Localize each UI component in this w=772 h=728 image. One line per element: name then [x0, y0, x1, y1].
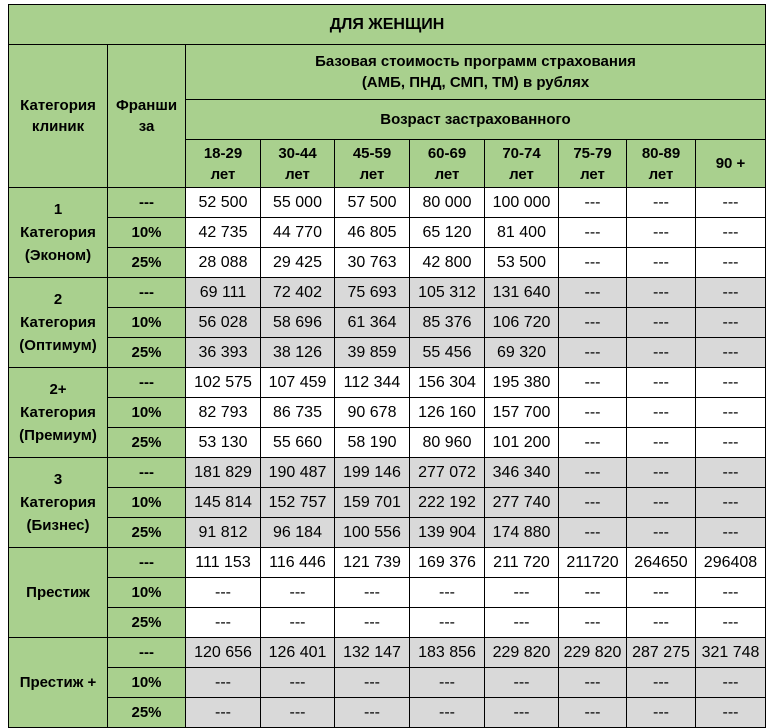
price-cell: 90 678: [335, 398, 410, 428]
price-cell: ---: [696, 278, 766, 308]
price-cell: ---: [559, 338, 627, 368]
price-cell: 100 000: [485, 188, 559, 218]
age-column-header-line: лет: [359, 165, 385, 183]
franchise-header: [108, 45, 186, 188]
franchise-cell: 10%: [108, 398, 186, 428]
price-cell: ---: [627, 338, 696, 368]
table-row: [9, 248, 766, 278]
category-cell: [9, 548, 108, 638]
price-cell: ---: [335, 668, 410, 698]
price-table: [8, 4, 766, 728]
franchise-cell: 10%: [108, 218, 186, 248]
table-row: [9, 668, 766, 698]
price-cell: 112 344: [335, 368, 410, 398]
age-column-header-line: лет: [210, 165, 236, 183]
price-cell: ---: [186, 668, 261, 698]
franchise-cell: 10%: [108, 488, 186, 518]
base-cost-header-line1: Базовая стоимость программ страхования: [315, 53, 636, 70]
price-cell: 169 376: [410, 548, 485, 578]
price-cell: ---: [485, 608, 559, 638]
price-cell: 53 500: [485, 248, 559, 278]
price-cell: 28 088: [186, 248, 261, 278]
age-column-header-line: 18-29: [203, 144, 243, 162]
price-cell: ---: [696, 698, 766, 728]
table-row: [9, 608, 766, 638]
price-cell: 53 130: [186, 428, 261, 458]
age-column-header: [261, 140, 335, 188]
price-cell: ---: [627, 608, 696, 638]
price-cell: 277 072: [410, 458, 485, 488]
base-cost-header: [186, 45, 766, 100]
price-cell: ---: [485, 578, 559, 608]
price-cell: ---: [186, 608, 261, 638]
table-row: [9, 218, 766, 248]
price-cell: ---: [627, 518, 696, 548]
price-cell: ---: [186, 578, 261, 608]
price-cell: 107 459: [261, 368, 335, 398]
franchise-cell: 10%: [108, 578, 186, 608]
price-cell: 106 720: [485, 308, 559, 338]
price-cell: ---: [696, 488, 766, 518]
table-row: [9, 308, 766, 338]
price-cell: 102 575: [186, 368, 261, 398]
price-cell: 30 763: [335, 248, 410, 278]
price-cell: ---: [627, 368, 696, 398]
price-cell: ---: [627, 248, 696, 278]
price-cell: 65 120: [410, 218, 485, 248]
price-cell: 82 793: [186, 398, 261, 428]
age-column-header: [335, 140, 410, 188]
price-cell: 44 770: [261, 218, 335, 248]
price-cell: 287 275: [627, 638, 696, 668]
category-label-line: (Оптимум): [19, 337, 97, 354]
price-cell: 277 740: [485, 488, 559, 518]
franchise-header-line1: Франши: [115, 97, 178, 114]
category-label-line: (Премиум): [19, 427, 97, 444]
category-label-line: 1: [53, 201, 63, 218]
table-row: [9, 188, 766, 218]
price-cell: ---: [485, 668, 559, 698]
franchise-cell: 25%: [108, 248, 186, 278]
franchise-cell: ---: [108, 278, 186, 308]
price-cell: ---: [559, 668, 627, 698]
price-cell: ---: [696, 248, 766, 278]
price-cell: 199 146: [335, 458, 410, 488]
franchise-cell: 25%: [108, 608, 186, 638]
price-cell: ---: [261, 698, 335, 728]
franchise-cell: 25%: [108, 698, 186, 728]
category-label-line: Категория: [20, 314, 96, 331]
price-cell: ---: [696, 428, 766, 458]
price-cell: 86 735: [261, 398, 335, 428]
table-row: [9, 578, 766, 608]
price-cell: 81 400: [485, 218, 559, 248]
table-row: [9, 518, 766, 548]
age-header: Возраст застрахованного: [186, 100, 766, 140]
price-cell: ---: [627, 188, 696, 218]
price-cell: ---: [627, 218, 696, 248]
price-cell: ---: [627, 698, 696, 728]
price-cell: ---: [696, 668, 766, 698]
category-label-line: Категория: [20, 494, 96, 511]
category-label-line: (Эконом): [24, 247, 92, 264]
franchise-cell: 25%: [108, 518, 186, 548]
price-cell: 80 000: [410, 188, 485, 218]
price-cell: ---: [696, 398, 766, 428]
price-cell: ---: [261, 608, 335, 638]
age-column-header-line: 60-69: [427, 144, 467, 162]
price-cell: ---: [696, 518, 766, 548]
price-cell: 72 402: [261, 278, 335, 308]
franchise-cell: ---: [108, 458, 186, 488]
price-cell: 296408: [696, 548, 766, 578]
price-cell: 85 376: [410, 308, 485, 338]
price-cell: 55 456: [410, 338, 485, 368]
age-column-header-line: 80-89: [641, 144, 681, 162]
price-cell: 181 829: [186, 458, 261, 488]
price-cell: 55 660: [261, 428, 335, 458]
table-row: [9, 548, 766, 578]
price-cell: ---: [559, 188, 627, 218]
price-cell: 156 304: [410, 368, 485, 398]
base-cost-header-line2: (АМБ, ПНД, СМП, ТМ) в рублях: [361, 74, 590, 91]
price-cell: 61 364: [335, 308, 410, 338]
price-cell: 264650: [627, 548, 696, 578]
table-row: [9, 428, 766, 458]
table-row: [9, 278, 766, 308]
price-cell: ---: [335, 698, 410, 728]
age-column-header: [559, 140, 627, 188]
price-cell: 195 380: [485, 368, 559, 398]
price-cell: 174 880: [485, 518, 559, 548]
price-cell: 346 340: [485, 458, 559, 488]
price-cell: 52 500: [186, 188, 261, 218]
price-cell: 139 904: [410, 518, 485, 548]
price-cell: ---: [627, 428, 696, 458]
franchise-cell: ---: [108, 548, 186, 578]
price-cell: 58 190: [335, 428, 410, 458]
price-cell: ---: [559, 608, 627, 638]
price-cell: 159 701: [335, 488, 410, 518]
price-cell: ---: [696, 608, 766, 638]
age-column-header: [186, 140, 261, 188]
category-cell: [9, 368, 108, 458]
price-cell: 229 820: [559, 638, 627, 668]
price-cell: ---: [410, 668, 485, 698]
price-cell: ---: [410, 608, 485, 638]
price-cell: 69 320: [485, 338, 559, 368]
price-cell: 39 859: [335, 338, 410, 368]
age-column-header-line: лет: [285, 165, 310, 183]
table-row: [9, 368, 766, 398]
price-cell: ---: [410, 578, 485, 608]
price-cell: 75 693: [335, 278, 410, 308]
price-cell: ---: [627, 668, 696, 698]
price-cell: 321 748: [696, 638, 766, 668]
price-cell: ---: [261, 578, 335, 608]
price-cell: 211720: [559, 548, 627, 578]
price-cell: 111 153: [186, 548, 261, 578]
category-label-line: 2+: [49, 381, 67, 398]
price-cell: 36 393: [186, 338, 261, 368]
franchise-header-line2: за: [138, 118, 155, 135]
age-column-header: [485, 140, 559, 188]
category-cell: [9, 188, 108, 278]
franchise-cell: ---: [108, 368, 186, 398]
price-cell: ---: [696, 458, 766, 488]
price-cell: 105 312: [410, 278, 485, 308]
age-column-header-line: лет: [580, 165, 605, 183]
price-cell: 80 960: [410, 428, 485, 458]
price-cell: 29 425: [261, 248, 335, 278]
price-cell: ---: [627, 398, 696, 428]
category-label-line: 2: [53, 291, 63, 308]
age-column-header: [627, 140, 696, 188]
category-cell: [9, 458, 108, 548]
price-cell: 183 856: [410, 638, 485, 668]
price-cell: 126 160: [410, 398, 485, 428]
price-cell: ---: [627, 278, 696, 308]
age-column-header: [696, 140, 766, 188]
price-cell: 100 556: [335, 518, 410, 548]
age-column-header-line: лет: [509, 165, 534, 183]
franchise-cell: 10%: [108, 668, 186, 698]
price-cell: 211 720: [485, 548, 559, 578]
price-cell: 57 500: [335, 188, 410, 218]
price-cell: ---: [559, 308, 627, 338]
price-cell: ---: [559, 518, 627, 548]
age-column-header-line: лет: [648, 165, 674, 183]
table-title: ДЛЯ ЖЕНЩИН: [9, 5, 766, 45]
price-cell: ---: [559, 368, 627, 398]
price-cell: ---: [627, 308, 696, 338]
price-cell: 229 820: [485, 638, 559, 668]
price-cell: ---: [559, 278, 627, 308]
price-cell: ---: [485, 698, 559, 728]
table-row: [9, 638, 766, 668]
price-cell: 46 805: [335, 218, 410, 248]
table-row: [9, 398, 766, 428]
price-cell: ---: [559, 218, 627, 248]
price-cell: ---: [627, 488, 696, 518]
price-cell: 157 700: [485, 398, 559, 428]
price-cell: ---: [559, 428, 627, 458]
table-row: [9, 458, 766, 488]
price-cell: 120 656: [186, 638, 261, 668]
price-cell: ---: [261, 668, 335, 698]
category-cell: [9, 638, 108, 728]
price-cell: ---: [696, 338, 766, 368]
category-label-line: Категория: [20, 404, 96, 421]
category-label-line: Категория: [20, 224, 96, 241]
franchise-cell: 25%: [108, 428, 186, 458]
price-cell: 42 735: [186, 218, 261, 248]
age-column-header-line: 90 +: [715, 155, 746, 172]
age-column-header: [410, 140, 485, 188]
price-cell: 116 446: [261, 548, 335, 578]
price-cell: 190 487: [261, 458, 335, 488]
price-cell: 152 757: [261, 488, 335, 518]
price-cell: ---: [559, 488, 627, 518]
price-cell: 58 696: [261, 308, 335, 338]
price-cell: 55 000: [261, 188, 335, 218]
price-cell: ---: [627, 458, 696, 488]
price-cell: 132 147: [335, 638, 410, 668]
age-column-header-line: 75-79: [573, 144, 612, 162]
franchise-cell: 10%: [108, 308, 186, 338]
age-column-header-line: 70-74: [502, 144, 541, 162]
price-cell: 126 401: [261, 638, 335, 668]
price-cell: ---: [696, 188, 766, 218]
franchise-cell: ---: [108, 638, 186, 668]
table-row: [9, 338, 766, 368]
price-cell: ---: [696, 368, 766, 398]
category-cell: [9, 278, 108, 368]
price-cell: 222 192: [410, 488, 485, 518]
price-cell: ---: [186, 698, 261, 728]
price-cell: 131 640: [485, 278, 559, 308]
price-cell: 145 814: [186, 488, 261, 518]
category-label-line: (Бизнес): [26, 517, 90, 534]
price-cell: ---: [696, 578, 766, 608]
price-cell: ---: [335, 578, 410, 608]
price-cell: ---: [696, 218, 766, 248]
table-row: [9, 488, 766, 518]
price-cell: 91 812: [186, 518, 261, 548]
price-cell: ---: [627, 578, 696, 608]
price-cell: 96 184: [261, 518, 335, 548]
table-row: [9, 698, 766, 728]
age-column-header-line: лет: [434, 165, 460, 183]
category-label-line: Престиж: [26, 584, 90, 601]
price-cell: ---: [559, 578, 627, 608]
price-cell: 56 028: [186, 308, 261, 338]
price-cell: ---: [559, 698, 627, 728]
category-label-line: Престиж +: [19, 674, 97, 691]
age-column-header-line: 30-44: [278, 144, 317, 162]
price-cell: ---: [559, 248, 627, 278]
price-cell: 38 126: [261, 338, 335, 368]
price-cell: ---: [410, 698, 485, 728]
price-cell: 121 739: [335, 548, 410, 578]
category-header: Категория клиник: [9, 45, 108, 188]
age-column-header-line: 45-59: [352, 144, 392, 162]
price-cell: 42 800: [410, 248, 485, 278]
category-label-line: 3: [53, 471, 63, 488]
price-cell: 69 111: [186, 278, 261, 308]
franchise-cell: 25%: [108, 338, 186, 368]
price-cell: ---: [696, 308, 766, 338]
franchise-cell: ---: [108, 188, 186, 218]
price-cell: ---: [335, 608, 410, 638]
price-cell: 101 200: [485, 428, 559, 458]
price-cell: ---: [559, 458, 627, 488]
price-cell: ---: [559, 398, 627, 428]
